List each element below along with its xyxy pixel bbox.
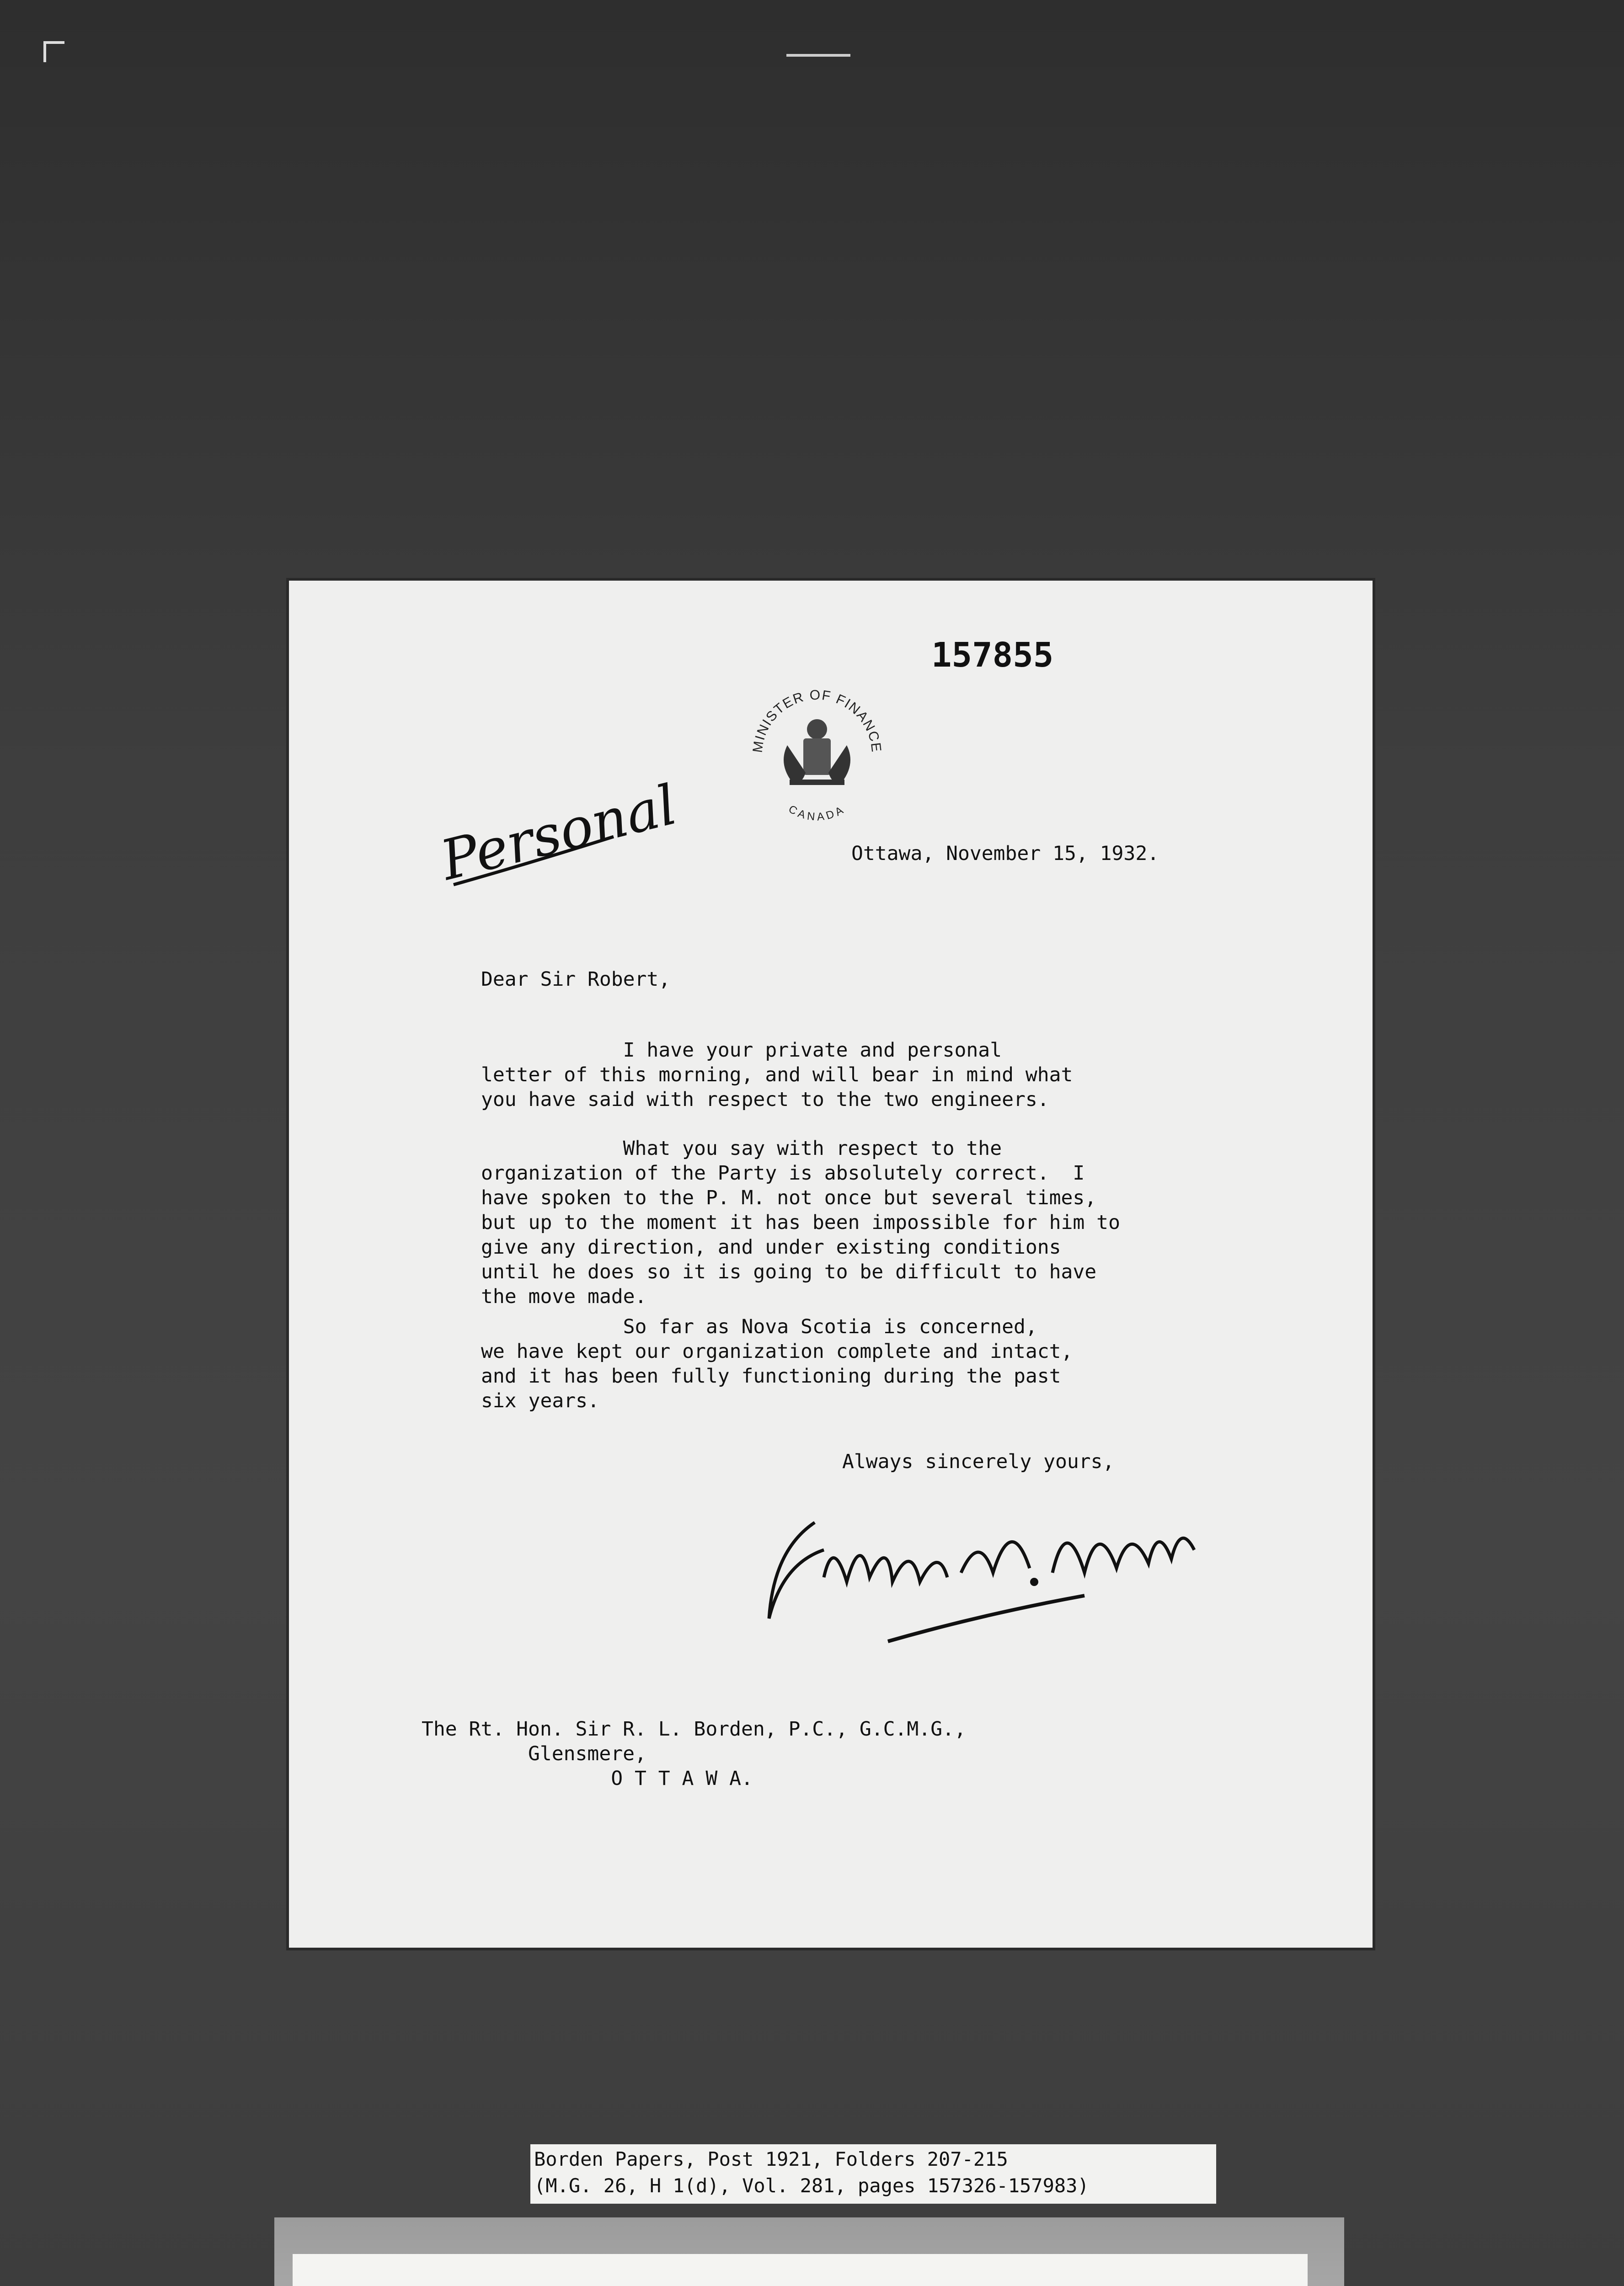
- archives-stamp-card: [293, 2254, 1308, 2286]
- file-reference-label: [530, 2144, 1216, 2204]
- paragraph-2: What you say with respect to the organization of the Party is absolutely correct. I have spoken to the P. M. not once but several times, but up to the moment it has been impossible for him to give any direction, and under existing conditions until he does so it is going to be difficult to have the move made.: [481, 1137, 1120, 1308]
- coat-of-arms-icon: [744, 686, 890, 823]
- letterhead-country: CANADA: [786, 803, 848, 823]
- handwritten-signature: [755, 1495, 1203, 1646]
- closing: Always sincerely yours,: [842, 1450, 1115, 1473]
- date-line: Ottawa, November 15, 1932.: [851, 842, 1159, 865]
- file-reference-line-1: Borden Papers, Post 1921, Folders 207-215: [534, 2148, 1008, 2170]
- addressee-block: The Rt. Hon. Sir R. L. Borden, P.C., G.C.M.G., Glensmere, O T T A W A.: [422, 1718, 966, 1790]
- paragraph-1: I have your private and personal letter of this morning, and will bear in mind what you have said with respect to the two engineers.: [481, 1039, 1073, 1111]
- salutation: Dear Sir Robert,: [481, 968, 671, 991]
- paragraph-3: So far as Nova Scotia is concerned, we have kept our organization complete and intact, and it has been fully functioning during the past six years.: [481, 1315, 1073, 1412]
- corner-crop-mark: [43, 41, 64, 62]
- letter-page: [289, 581, 1373, 1948]
- personal-note-text: Personal: [434, 773, 683, 893]
- top-edge-mark: [786, 54, 850, 57]
- document-number: 157855: [931, 636, 1054, 675]
- letterhead-title: MINISTER OF FINANCE: [750, 687, 884, 754]
- handwritten-personal-note: [434, 773, 683, 893]
- file-reference-line-2: (M.G. 26, H 1(d), Vol. 281, pages 157326-157983): [534, 2174, 1089, 2197]
- svg-text:CANADA: [786, 803, 848, 823]
